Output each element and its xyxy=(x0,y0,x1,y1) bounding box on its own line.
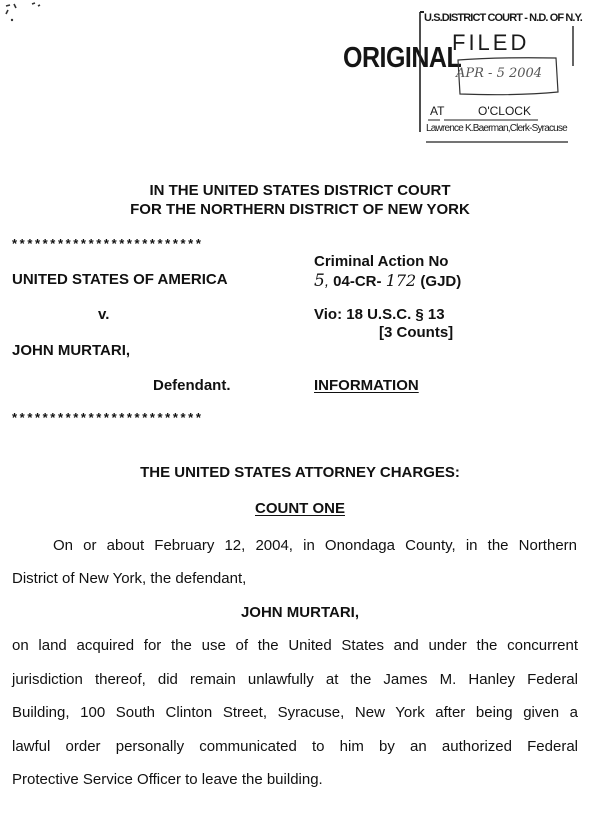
caption-stars-top: ************************* xyxy=(12,236,204,251)
violation-statute: Vio: 18 U.S.C. § 13 xyxy=(314,306,445,323)
body-line-1: On or about February 12, 2004, in Onondaga County, in the Northern xyxy=(53,537,577,554)
charges-heading: THE UNITED STATES ATTORNEY CHARGES: xyxy=(140,464,460,481)
stamp-date: APR - 5 2004 xyxy=(456,66,543,81)
stamp-filed: FILED xyxy=(452,30,530,55)
case-number-line xyxy=(314,271,461,291)
versus: v. xyxy=(98,306,110,323)
body-line-6: Building, 100 South Clinton Street, Syracuse, New York after being given a xyxy=(12,704,578,721)
body-line-5: jurisdiction thereof, did remain unlawfully at the James M. Hanley Federal xyxy=(12,671,578,688)
body-line-8: Protective Service Officer to leave the building. xyxy=(12,771,323,788)
caption-stars-bottom: ************************* xyxy=(12,410,204,425)
document-type: INFORMATION xyxy=(314,377,419,394)
case-comma: , xyxy=(324,273,329,290)
defendant-name: JOHN MURTARI, xyxy=(12,342,131,359)
case-mid: 04-CR- xyxy=(333,273,382,290)
defendant-label: Defendant. xyxy=(153,377,231,394)
scan-specks xyxy=(2,0,50,30)
stamp-court: U.S.DISTRICT COURT - N.D. OF N.Y. xyxy=(424,12,582,24)
case-number-handwritten: 172 xyxy=(385,271,417,290)
body-line-2: District of New York, the defendant, xyxy=(12,570,247,587)
plaintiff-name: UNITED STATES OF AMERICA xyxy=(12,271,228,288)
count-one-heading: COUNT ONE xyxy=(255,500,345,517)
stamp-at-label: AT xyxy=(430,104,445,118)
case-suffix: (GJD) xyxy=(420,273,462,290)
court-title-line1: IN THE UNITED STATES DISTRICT COURT xyxy=(149,182,451,199)
criminal-action-label: Criminal Action No xyxy=(314,253,449,270)
court-title-line2: FOR THE NORTHERN DISTRICT OF NEW YORK xyxy=(130,201,470,218)
body-defendant-name: JOHN MURTARI, xyxy=(240,604,360,621)
body-line-4: on land acquired for the use of the United States and under the concurrent xyxy=(12,637,578,654)
stamp-oclock: O'CLOCK xyxy=(478,104,531,118)
count-total: [3 Counts] xyxy=(379,324,454,341)
case-prefix-handwritten: 5 xyxy=(314,271,325,291)
body-line-7: lawful order personally communicated to him by an authorized Federal xyxy=(12,738,578,755)
stamp-clerk: Lawrence K.Baerman,Clerk-Syracuse xyxy=(426,123,567,134)
original-stamp: ORIGINAL xyxy=(343,41,462,75)
